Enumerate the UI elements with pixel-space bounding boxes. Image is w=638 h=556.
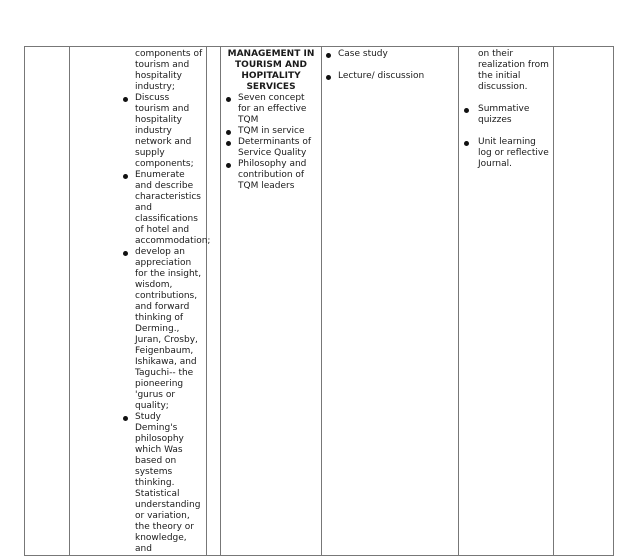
syllabus-table (24, 46, 614, 556)
bullet-icon (123, 251, 128, 256)
content-heading: MANAGEMENT IN TOURISM AND HOPITALITY SERVICES (227, 49, 315, 92)
bullet-icon (464, 141, 469, 146)
bullet-icon (226, 130, 231, 135)
list-item: Study Deming's philosophy which Was based on systems thinking. Statistical understanding or variation, the theory or knowledge, and (70, 412, 206, 555)
bullet-icon (326, 53, 331, 58)
bullet-icon (326, 75, 331, 80)
bullet-icon (226, 97, 231, 102)
bullet-icon (226, 163, 231, 168)
objectives-list (70, 93, 211, 555)
assessment-list (459, 93, 553, 170)
list-item: Unit learning log or reflective Journal. (459, 137, 553, 170)
objectives-continuation: components of tourism and hospitality industry; (135, 49, 203, 92)
course-content-cell (221, 47, 322, 556)
bullet-icon (123, 174, 128, 179)
empty-cell (554, 47, 614, 556)
list-item: develop an appreciation for the insight, wisdom, contributions, and forward thinking of Derming., Juran, Crosby, Feigenbaum, Ishikawa, and Taguchi-- the pioneering 'gurus or quality; (70, 247, 206, 412)
spacer (459, 126, 553, 137)
list-item: TQM in service (221, 126, 321, 137)
list-item: Enumerate and describe characteristics and classifications of hotel and accommodation; (70, 170, 206, 247)
content-list (221, 93, 321, 192)
list-item: Case study (322, 49, 458, 60)
list-item: Seven concept for an effective TQM (221, 93, 321, 126)
empty-cell (207, 47, 221, 556)
list-item: Discuss tourism and hospitality industry network and supply components; (70, 93, 206, 170)
list-item: Philosophy and contribution of TQM leaders (221, 159, 321, 192)
spacer (459, 93, 553, 104)
list-item: Determinants of Service Quality (221, 137, 321, 159)
spacer (322, 60, 458, 71)
activities-list (322, 49, 458, 82)
table-row (25, 47, 614, 556)
assessment-continuation: on their realization from the initial discussion. (478, 49, 549, 92)
bullet-icon (226, 141, 231, 146)
list-item: Summative quizzes (459, 104, 553, 126)
teaching-activities-cell (322, 47, 459, 556)
list-item: Lecture/ discussion (322, 71, 458, 82)
bullet-icon (123, 97, 128, 102)
learning-objectives-cell (70, 47, 211, 556)
bullet-icon (464, 108, 469, 113)
assessment-cell (459, 47, 554, 556)
empty-cell (25, 47, 70, 556)
